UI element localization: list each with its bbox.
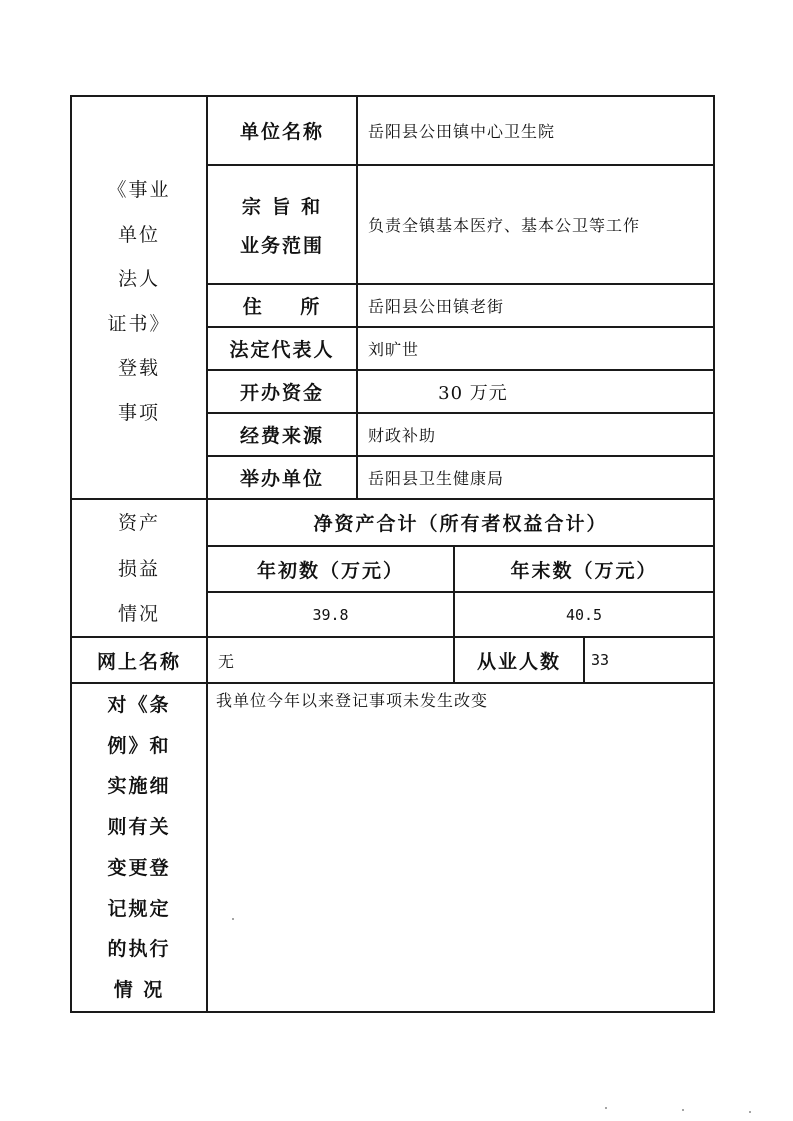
capital-label: 开办资金 (239, 382, 324, 404)
label-line: 《事业 (107, 179, 171, 201)
label-line: 情况 (117, 603, 160, 625)
legal-rep-label: 法定代表人 (229, 339, 335, 361)
assets-section-label (72, 508, 206, 626)
sponsor-label: 举办单位 (239, 468, 324, 490)
address-value: 岳阳县公田镇老街 (368, 297, 505, 316)
label-line: 实施细 (107, 775, 171, 798)
scan-speck (682, 1109, 684, 1111)
label-line: 宗 旨 和 (241, 195, 323, 218)
employees-label: 从业人数 (476, 650, 561, 673)
address-label: 住 所 (242, 296, 322, 318)
label-line: 法人 (117, 268, 160, 291)
label-line: 事项 (117, 401, 160, 424)
purpose-value: 负责全镇基本医疗、基本公卫等工作 (368, 216, 641, 235)
label-line: 例》和 (107, 734, 171, 757)
label-line: 单位 (117, 223, 160, 246)
table-right-border (713, 95, 715, 1013)
label-line: 情 况 (113, 978, 165, 1001)
label-line: 记规定 (107, 897, 171, 920)
online-name-value: 无 (218, 651, 236, 671)
capital-value: 30 万元 (438, 382, 508, 404)
scan-speck (605, 1107, 607, 1109)
sponsor-value: 岳阳县卫生健康局 (368, 469, 505, 488)
label-line: 则有关 (107, 816, 171, 839)
label-line: 的执行 (107, 938, 171, 961)
funding-value: 财政补助 (368, 426, 437, 445)
compliance-section-label (72, 690, 206, 1002)
label-line: 业务范围 (239, 234, 324, 257)
label-line: 资产 (117, 512, 160, 534)
legal-rep-value: 刘旷世 (368, 340, 420, 359)
start-year-header: 年初数（万元） (256, 559, 404, 582)
net-assets-header: 净资产合计（所有者权益合计） (313, 513, 608, 535)
label-line: 变更登 (107, 856, 171, 879)
end-year-header: 年末数（万元） (510, 559, 658, 582)
label-line: 损益 (117, 557, 160, 580)
funding-label: 经费来源 (239, 425, 324, 447)
compliance-value: 我单位今年以来登记事项未发生改变 (216, 691, 489, 710)
label-line: 登载 (117, 357, 160, 380)
employees-value: 33 (591, 651, 610, 669)
end-year-value: 40.5 (565, 605, 603, 624)
unit-name-value: 岳阳县公田镇中心卫生院 (368, 122, 556, 141)
section-divider (70, 682, 715, 684)
start-year-value: 39.8 (312, 605, 349, 624)
table-bottom-border (70, 1011, 715, 1013)
online-name-label: 网上名称 (96, 650, 181, 673)
registration-section-label (72, 175, 206, 425)
scan-speck (232, 918, 234, 920)
purpose-label (208, 166, 356, 283)
label-line: 对《条 (107, 694, 171, 716)
scan-speck (749, 1111, 751, 1113)
label-line: 证书》 (107, 312, 171, 335)
unit-name-label: 单位名称 (239, 121, 324, 143)
